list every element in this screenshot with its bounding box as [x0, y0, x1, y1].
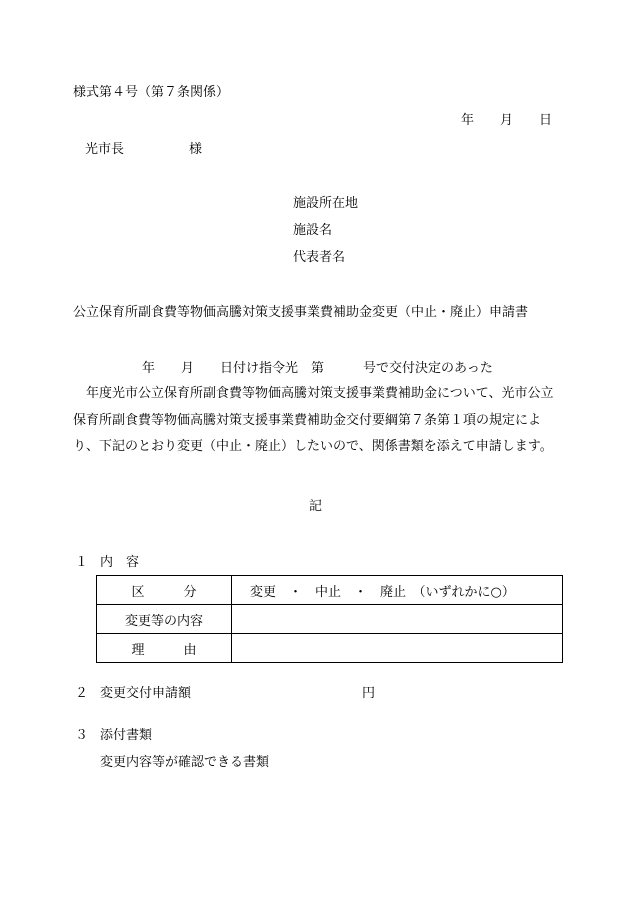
representative-label: 代表者名	[293, 250, 346, 265]
section1-number: １	[75, 555, 89, 570]
facility-name-label: 施設名	[293, 223, 333, 238]
table-row	[97, 634, 563, 663]
section3-number: ３	[75, 728, 89, 743]
section1-heading: 内 容	[100, 555, 140, 570]
table-row	[97, 576, 563, 605]
document-title: 公立保育所副食費等物価高騰対策支援事業費補助金変更（中止・廃止）申請書	[73, 305, 529, 320]
body-first-line: 年 月 日付け指令光 第 号で交付決定のあった	[142, 361, 493, 376]
table-row	[97, 605, 563, 634]
table-cell-label: 変更等の内容	[97, 605, 232, 634]
addressee: 光市長 様	[85, 142, 203, 157]
facility-address-label: 施設所在地	[293, 196, 359, 211]
body-paragraph: 年度光市公立保育所副食費等物価高騰対策支援事業費補助金について、光市公立保育所副食費等物価高騰対策支援事業費補助金交付要綱第７条第１項の規定により、下記のとおり変更（中止・廃止）したいので、関係書類を添えて申請します。	[73, 386, 554, 454]
table-cell-label: 理 由	[97, 634, 232, 663]
section3-heading: 添付書類	[100, 728, 153, 743]
section2-heading: 変更交付申請額	[100, 686, 192, 701]
table-cell-value: 変更 ・ 中止 ・ 廃止 （いずれかに○）	[232, 576, 563, 605]
table-cell-label: 区 分	[97, 576, 232, 605]
amount-unit: 円	[362, 686, 376, 701]
ki-heading: 記	[309, 499, 323, 514]
table-cell-value	[232, 605, 563, 634]
form-number: 様式第４号（第７条関係）	[73, 85, 230, 100]
attachment-item: 変更内容等が確認できる書類	[100, 755, 270, 770]
section2-number: ２	[75, 686, 89, 701]
table-cell-value	[232, 634, 563, 663]
content-table	[96, 575, 563, 663]
date-line: 年 月 日	[461, 113, 553, 128]
